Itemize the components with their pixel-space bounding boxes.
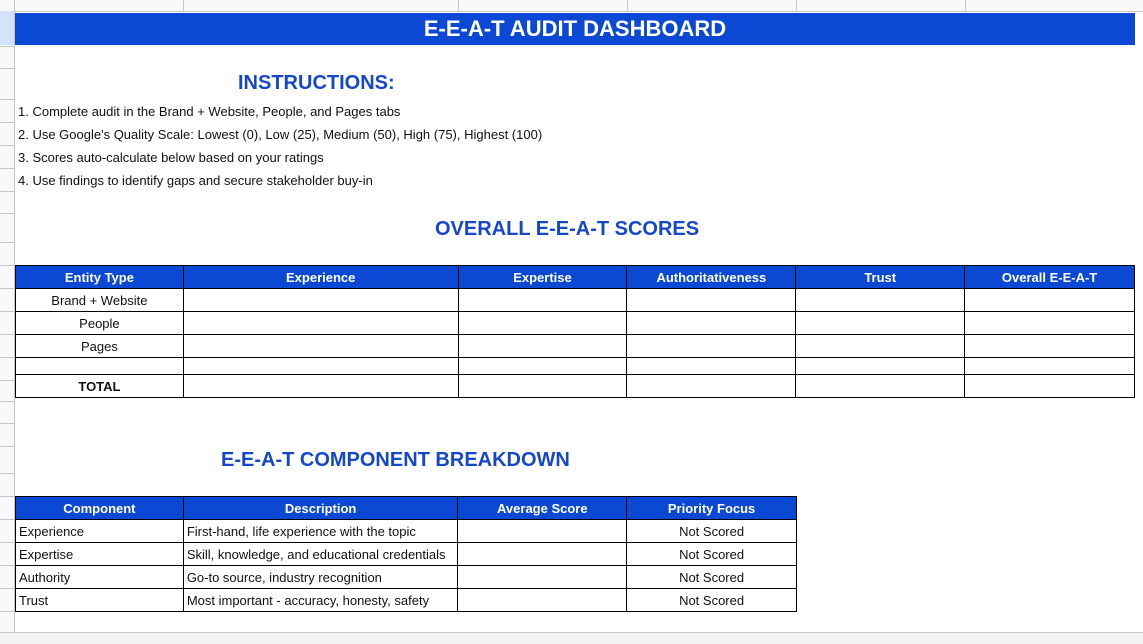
sheet-bottom-bar xyxy=(0,632,1143,644)
score-cell[interactable] xyxy=(627,358,796,375)
col-authoritativeness[interactable]: Authoritativeness xyxy=(627,266,796,289)
entity-cell[interactable]: People xyxy=(16,312,184,335)
table-row xyxy=(16,358,1135,375)
score-cell[interactable] xyxy=(183,289,458,312)
total-row xyxy=(16,375,1135,398)
table-row xyxy=(16,289,1135,312)
score-cell[interactable] xyxy=(796,312,965,335)
average-score-cell[interactable] xyxy=(458,589,627,612)
row-separator xyxy=(0,423,14,424)
instruction-item[interactable]: 4. Use findings to identify gaps and secure stakeholder buy-in xyxy=(18,173,373,188)
column-separator[interactable] xyxy=(627,0,628,11)
col-entity-type[interactable]: Entity Type xyxy=(16,266,184,289)
row-separator xyxy=(0,242,14,243)
score-cell[interactable] xyxy=(965,289,1135,312)
row-separator xyxy=(0,46,14,47)
breakdown-table xyxy=(15,496,797,612)
score-cell[interactable] xyxy=(965,358,1135,375)
column-separator[interactable] xyxy=(458,0,459,11)
entity-cell[interactable]: Brand + Website xyxy=(16,289,184,312)
row-separator xyxy=(0,99,14,100)
row-separator xyxy=(0,380,14,381)
average-score-cell[interactable] xyxy=(458,520,627,543)
component-cell[interactable]: Trust xyxy=(16,589,184,612)
col-trust[interactable]: Trust xyxy=(796,266,965,289)
column-separator[interactable] xyxy=(183,0,184,11)
column-separator[interactable] xyxy=(965,0,966,11)
score-cell[interactable] xyxy=(796,358,965,375)
component-cell[interactable]: Experience xyxy=(16,520,184,543)
score-cell[interactable] xyxy=(965,375,1135,398)
row-separator xyxy=(0,288,14,289)
col-priority-focus[interactable]: Priority Focus xyxy=(627,497,797,520)
table-row xyxy=(16,335,1135,358)
table-row xyxy=(16,312,1135,335)
row-separator xyxy=(0,588,14,589)
score-cell[interactable] xyxy=(627,289,796,312)
instruction-item[interactable]: 2. Use Google's Quality Scale: Lowest (0), Low (25), Medium (50), High (75), Highest (100) xyxy=(18,127,543,142)
breakdown-heading[interactable]: E-E-A-T COMPONENT BREAKDOWN xyxy=(221,449,570,471)
description-cell[interactable]: Most important - accuracy, honesty, safety xyxy=(183,589,458,612)
score-cell[interactable] xyxy=(796,335,965,358)
score-cell[interactable] xyxy=(965,312,1135,335)
table-row xyxy=(16,589,797,612)
score-cell[interactable] xyxy=(458,358,627,375)
row-separator xyxy=(0,68,14,69)
instructions-heading[interactable]: INSTRUCTIONS: xyxy=(238,72,395,94)
entity-cell[interactable]: Pages xyxy=(16,335,184,358)
score-cell[interactable] xyxy=(458,375,627,398)
col-overall[interactable]: Overall E-E-A-T xyxy=(965,266,1135,289)
col-expertise[interactable]: Expertise xyxy=(458,266,627,289)
row-separator xyxy=(0,357,14,358)
score-cell[interactable] xyxy=(458,335,627,358)
priority-cell[interactable]: Not Scored xyxy=(627,520,797,543)
score-cell[interactable] xyxy=(183,335,458,358)
average-score-cell[interactable] xyxy=(458,543,627,566)
row-separator xyxy=(0,542,14,543)
row-separator xyxy=(0,401,14,402)
breakdown-header-row xyxy=(16,497,797,520)
description-cell[interactable]: First-hand, life experience with the topic xyxy=(183,520,458,543)
scores-table xyxy=(15,265,1135,398)
row-separator xyxy=(0,311,14,312)
component-cell[interactable]: Authority xyxy=(16,566,184,589)
row-separator xyxy=(0,519,14,520)
priority-cell[interactable]: Not Scored xyxy=(627,566,797,589)
table-row xyxy=(16,520,797,543)
scores-header-row xyxy=(16,266,1135,289)
scores-heading[interactable]: OVERALL E-E-A-T SCORES xyxy=(435,218,700,240)
component-cell[interactable]: Expertise xyxy=(16,543,184,566)
row-separator xyxy=(0,446,14,447)
score-cell[interactable] xyxy=(796,289,965,312)
score-cell[interactable] xyxy=(183,358,458,375)
description-cell[interactable]: Go-to source, industry recognition xyxy=(183,566,458,589)
score-cell[interactable] xyxy=(458,289,627,312)
col-component[interactable]: Component xyxy=(16,497,184,520)
dashboard-title-banner[interactable]: E-E-A-T AUDIT DASHBOARD xyxy=(15,13,1135,45)
row-separator xyxy=(0,122,14,123)
row-separator xyxy=(0,265,14,266)
score-cell[interactable] xyxy=(796,375,965,398)
column-header-bar[interactable] xyxy=(0,0,1143,12)
row-separator xyxy=(0,496,14,497)
row-separator xyxy=(0,334,14,335)
column-separator[interactable] xyxy=(796,0,797,11)
score-cell[interactable] xyxy=(965,335,1135,358)
score-cell[interactable] xyxy=(458,312,627,335)
row-separator xyxy=(0,168,14,169)
score-cell[interactable] xyxy=(183,312,458,335)
score-cell[interactable] xyxy=(627,312,796,335)
entity-cell[interactable] xyxy=(16,358,184,375)
row-separator xyxy=(0,565,14,566)
description-cell[interactable]: Skill, knowledge, and educational credentials xyxy=(183,543,458,566)
instruction-item[interactable]: 3. Scores auto-calculate below based on your ratings xyxy=(18,150,324,165)
row-header-gutter[interactable] xyxy=(0,11,15,643)
selected-row-indicator xyxy=(0,11,14,45)
row-separator xyxy=(0,191,14,192)
row-separator xyxy=(0,611,14,612)
instruction-item[interactable]: 1. Complete audit in the Brand + Website, People, and Pages tabs xyxy=(18,104,401,119)
row-separator xyxy=(0,213,14,214)
col-average-score[interactable]: Average Score xyxy=(458,497,627,520)
total-label-cell[interactable]: TOTAL xyxy=(16,375,184,398)
priority-cell[interactable]: Not Scored xyxy=(627,589,797,612)
col-description[interactable]: Description xyxy=(183,497,458,520)
table-row xyxy=(16,543,797,566)
average-score-cell[interactable] xyxy=(458,566,627,589)
column-separator[interactable] xyxy=(14,0,15,11)
row-separator xyxy=(0,473,14,474)
score-cell[interactable] xyxy=(183,375,458,398)
score-cell[interactable] xyxy=(627,335,796,358)
table-row xyxy=(16,566,797,589)
col-experience[interactable]: Experience xyxy=(183,266,458,289)
priority-cell[interactable]: Not Scored xyxy=(627,543,797,566)
row-separator xyxy=(0,145,14,146)
score-cell[interactable] xyxy=(627,375,796,398)
